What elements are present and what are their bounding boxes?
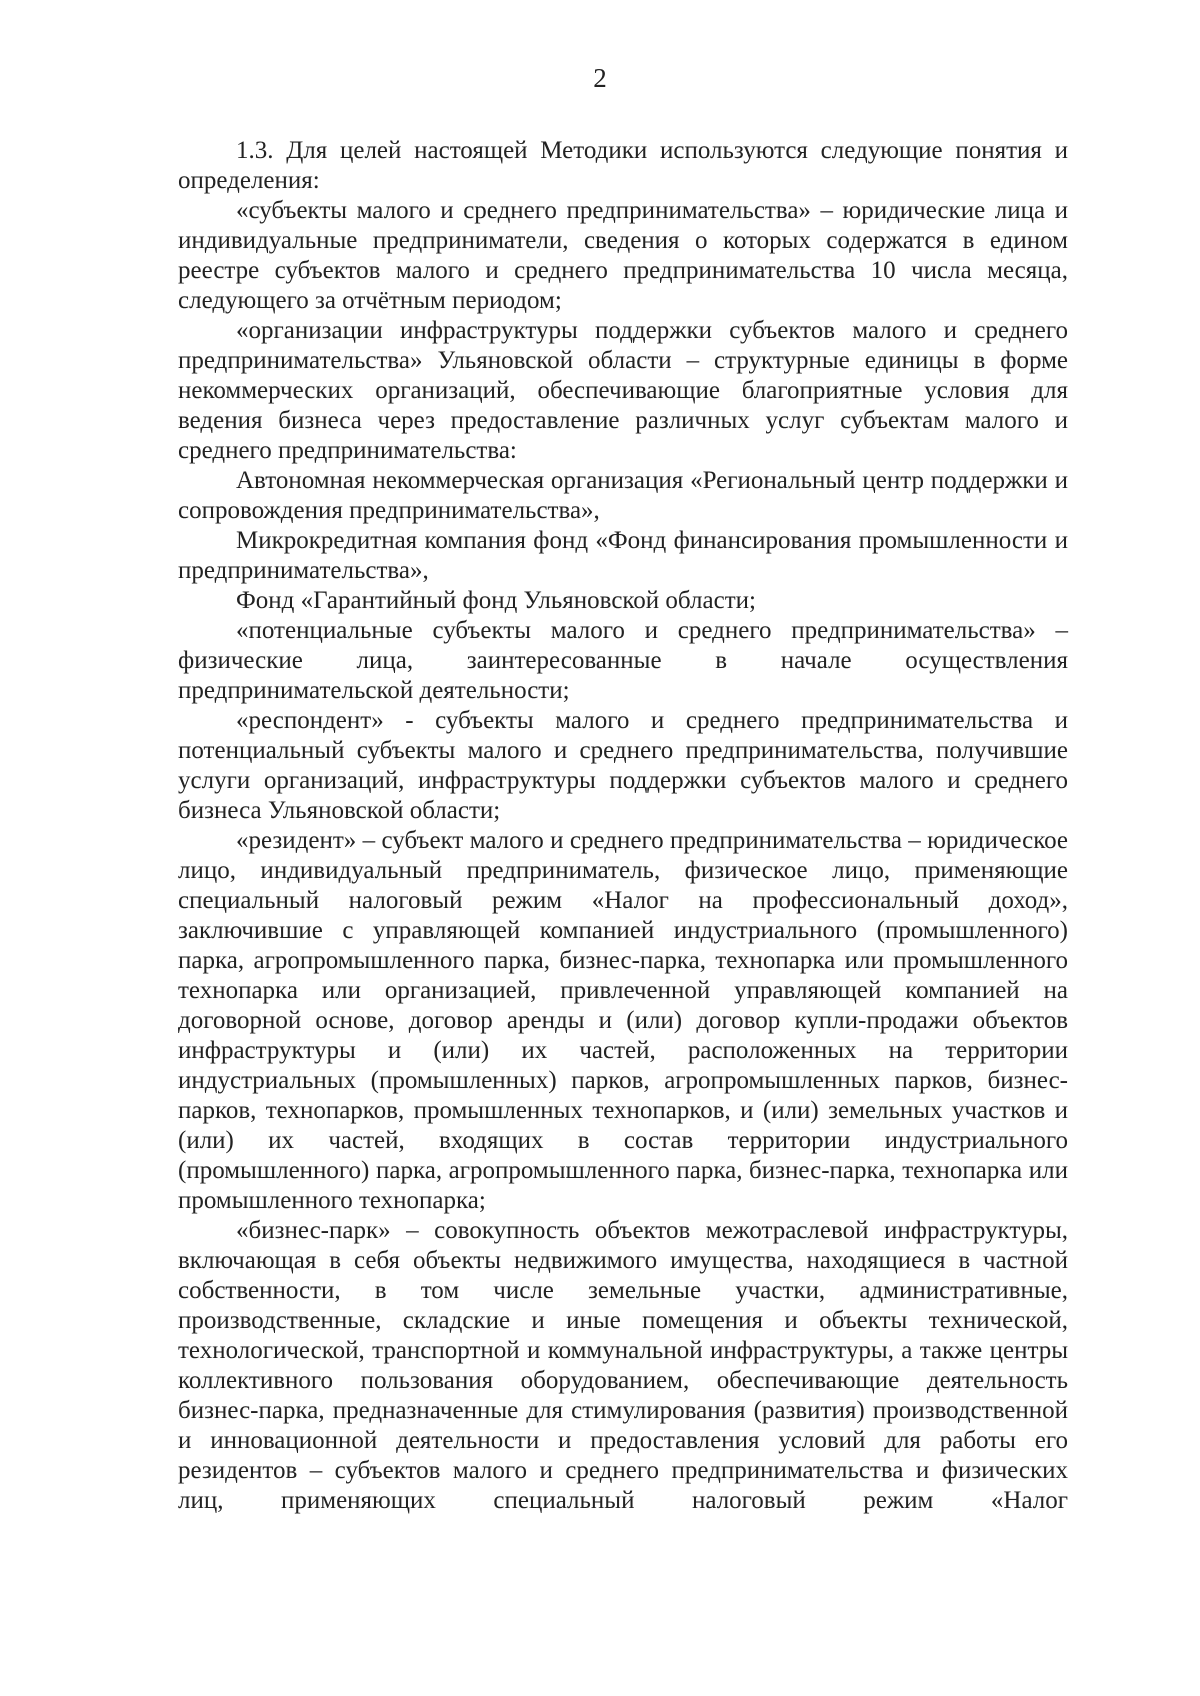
paragraph-org-guarantee-fund: Фонд «Гарантийный фонд Ульяновской области; [236, 587, 756, 614]
paragraph-definition-business-park: «бизнес-парк» – совокупность объектов межотраслевой инфраструктуры, включающая в себя объекты недвижимого имущества, находящиеся в частной собственности, в том числе земельные участки, административные, производственные, складские и иные помещения и объекты технической, технологической, транспортной и коммунальной инфраструктуры, а также центры коллективного пользования оборудованием, обеспечивающие деятельность бизнес-парка, предназначенные для стимулирования (развития) производственной и инновационной деятельности и предоставления условий для работы его резидентов – субъектов малого и среднего предпринимательства и физических лиц, применяющих специальный налоговый режим «Налог [178, 1217, 1068, 1514]
document-body [178, 136, 1068, 1516]
page-number: 2 [593, 63, 607, 93]
paragraph-definition-respondent: «респондент» - субъекты малого и среднего предпринимательства и потенциальный субъекты малого и среднего предпринимательства, получившие услуги организаций, инфраструктуры поддержки субъектов малого и среднего бизнеса Ульяновской области; [178, 707, 1068, 824]
paragraph-definition-resident: «резидент» – субъект малого и среднего предпринимательства – юридическое лицо, индивидуальный предприниматель, физическое лицо, применяющие специальный налоговый режим «Налог на профессиональный доход», заключившие с управляющей компанией индустриального (промышленного) парка, агропромышленного парка, бизнес-парка, технопарка или промышленного технопарка или организацией, привлеченной управляющей компанией на договорной основе, договор аренды и (или) договор купли-продажи объектов инфраструктуры и (или) их частей, расположенных на территории индустриальных (промышленных) парков, агропромышленных парков, бизнес-парков, технопарков, промышленных технопарков, и (или) земельных участков и (или) их частей, входящих в состав территории индустриального (промышленного) парка, агропромышленного парка, бизнес-парка, технопарка или промышленного технопарка; [178, 827, 1068, 1214]
paragraph-definition-sme: «субъекты малого и среднего предпринимательства» – юридические лица и индивидуальные предприниматели, сведения о которых содержатся в едином реестре субъектов малого и среднего предпринимательства 10 числа месяца, следующего за отчётным периодом; [178, 197, 1068, 314]
paragraph-definitions-intro: 1.3. Для целей настоящей Методики используются следующие понятия и определения: [178, 137, 1068, 194]
paragraph-definition-potential-sme: «потенциальные субъекты малого и среднего предпринимательства» – физические лица, заинтересованные в начале осуществления предпринимательской деятельности; [178, 617, 1068, 704]
paragraph-org-regional-center: Автономная некоммерческая организация «Региональный центр поддержки и сопровождения предпринимательства», [178, 467, 1068, 524]
paragraph-org-microcredit-fund: Микрокредитная компания фонд «Фонд финансирования промышленности и предпринимательства», [178, 527, 1068, 584]
paragraph-definition-infrastructure: «организации инфраструктуры поддержки субъектов малого и среднего предпринимательства» Ульяновской области – структурные единицы в форме некоммерческих организаций, обеспечивающие благоприятные условия для ведения бизнеса через предоставление различных услуг субъектам малого и среднего предпринимательства: [178, 317, 1068, 464]
